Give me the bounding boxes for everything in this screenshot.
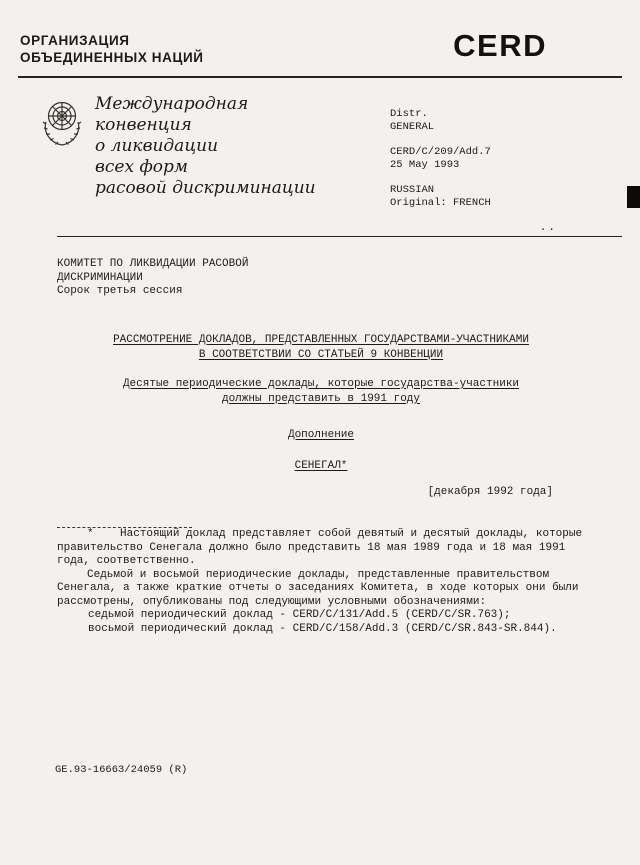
scan-artifact (627, 186, 640, 208)
scan-artifact-dots: .. (539, 222, 557, 234)
document-date: 25 May 1993 (390, 158, 460, 171)
sub-heading-line2: должны представить в 1991 году (221, 392, 421, 405)
document-language: RUSSIAN (390, 184, 435, 196)
country-name: СЕНЕГАЛ* (294, 460, 348, 472)
un-org-name-line1: ОРГАНИЗАЦИЯ (20, 33, 130, 48)
main-heading (57, 333, 585, 363)
document-symbol: CERD/C/209/Add.7 (390, 146, 491, 158)
un-org-name-line2: ОБЪЕДИНЕННЫХ НАЦИЙ (20, 50, 204, 65)
session-title: Сорок третья сессия (57, 285, 183, 297)
document-reference-number: GE.93-16663/24059 (R) (55, 764, 188, 776)
distribution-block (390, 108, 491, 209)
un-org-name (20, 32, 204, 66)
addendum-label: Дополнение (287, 428, 354, 441)
header-divider (18, 76, 622, 78)
main-heading-line1: РАССМОТРЕНИЕ ДОКЛАДОВ, ПРЕДСТАВЛЕННЫХ ГОСУДАРСТВАМИ-УЧАСТНИКАМИ (113, 333, 529, 346)
distr-value: GENERAL (390, 120, 435, 133)
footnote-paragraph-2: Седьмой и восьмой периодические доклады, представленные правительством Сенегала, а также краткие отчеты о заседаниях Комитета, в ходе которых они были рассмотрены, опубликованы под следующими условными обозначениями: (57, 568, 586, 608)
un-emblem-icon (34, 94, 90, 157)
document-body (57, 258, 589, 636)
convention-title (95, 94, 316, 199)
sub-heading (57, 377, 585, 407)
main-heading-line2: В СООТВЕТСТВИИ СО СТАТЬЕЙ 9 КОНВЕНЦИИ (198, 348, 444, 361)
sub-heading-line1: Десятые периодические доклады, которые государства-участники (122, 377, 520, 390)
submission-date: [декабря 1992 года] (427, 485, 553, 498)
footnote-item-2: восьмой периодический доклад - CERD/C/158/Add.3 (CERD/C/SR.843-SR.844). (88, 622, 557, 635)
convention-title-line: расовой дискриминации (95, 178, 316, 198)
distr-label: Distr. (390, 108, 428, 120)
committee-name-line2: ДИСКРИМИНАЦИИ (57, 271, 143, 284)
convention-title-line: всех форм (95, 157, 188, 177)
footnote-paragraph-1: * Настоящий доклад представляет собой девятый и десятый доклады, которые правительство Сенегала должно было представить 18 мая 1989 года и 18 мая 1991 года, соответственно. (57, 528, 589, 567)
cerd-logo: CERD (453, 28, 547, 63)
masthead-divider (57, 236, 622, 237)
convention-title-line: конвенция (95, 115, 192, 135)
footnote-item-1: седьмой периодический доклад - CERD/C/131/Add.5 (CERD/C/SR.763); (88, 609, 511, 621)
document-original-language: Original: FRENCH (390, 196, 491, 209)
committee-name-line1: КОМИТЕТ ПО ЛИКВИДАЦИИ РАСОВОЙ (57, 258, 249, 270)
convention-title-line: о ликвидации (95, 136, 219, 156)
convention-title-line: Международная (95, 94, 249, 114)
